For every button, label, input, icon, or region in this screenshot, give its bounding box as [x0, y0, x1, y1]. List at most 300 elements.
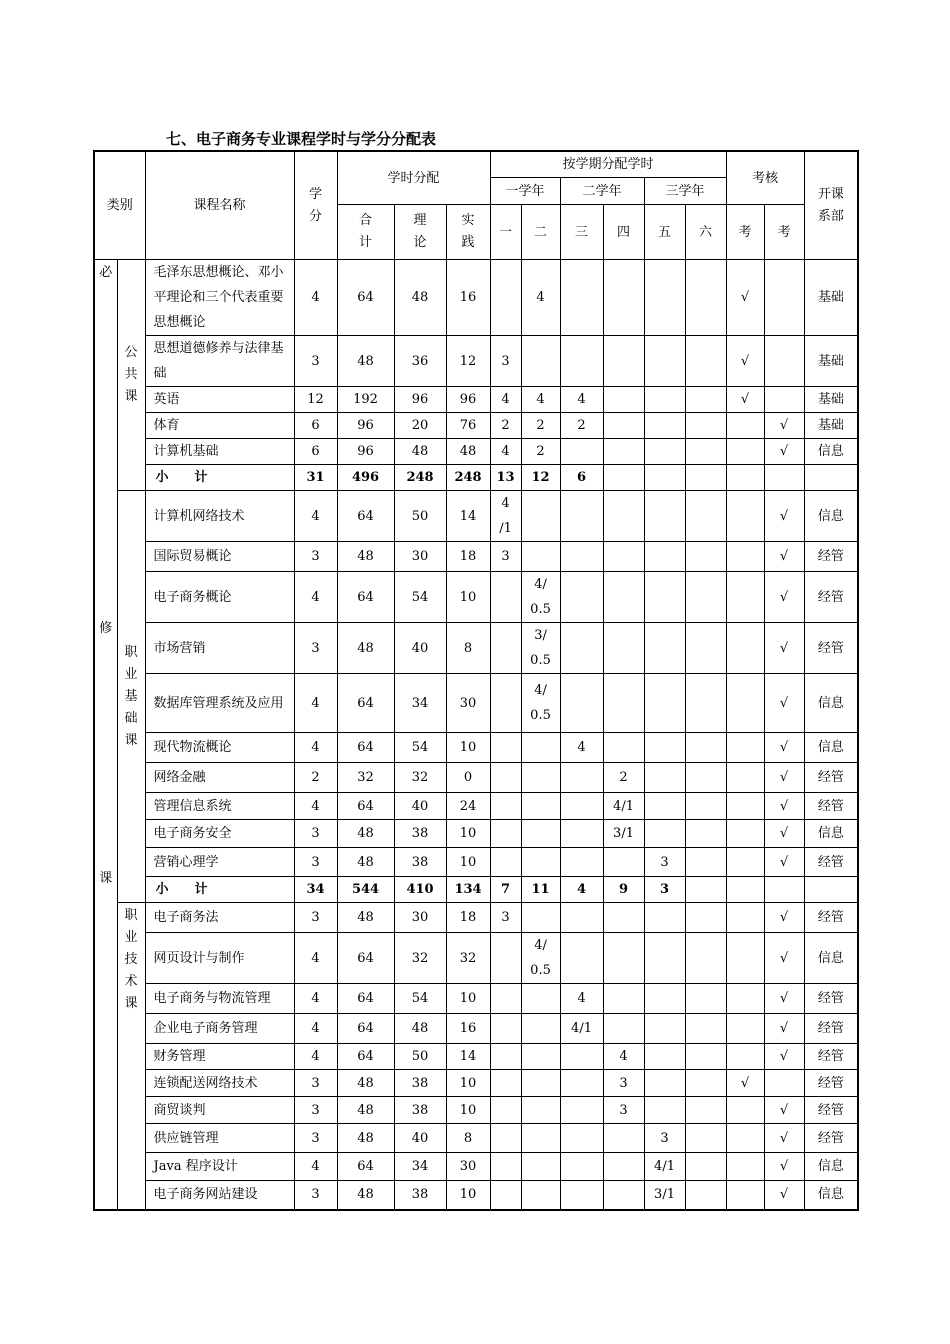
header-semester-dist: 按学期分配学时	[490, 151, 726, 178]
theory-hours-cell: 48	[394, 1014, 446, 1044]
semester-5-cell	[644, 542, 685, 572]
total-hours-cell: 64	[337, 1014, 394, 1044]
semester-5-cell	[644, 1014, 685, 1044]
credit-cell: 3	[294, 1124, 337, 1153]
practice-hours-cell: 18	[446, 542, 490, 572]
assess-b-cell: √	[764, 542, 804, 572]
semester-6-cell	[685, 933, 726, 984]
header-hours-dist: 学时分配	[337, 151, 490, 205]
semester-3-cell	[560, 1097, 603, 1124]
table-row	[94, 260, 858, 336]
semester-6-cell	[685, 387, 726, 413]
semester-4-cell	[603, 260, 644, 336]
semester-1-cell	[490, 848, 521, 877]
semester-3-cell	[560, 336, 603, 387]
assess-b-cell: √	[764, 439, 804, 465]
theory-hours-cell: 38	[394, 1070, 446, 1097]
assess-a-cell	[726, 903, 764, 933]
semester-6-cell	[685, 260, 726, 336]
course-name: 供应链管理	[145, 1124, 294, 1153]
semester-1-cell	[490, 674, 521, 733]
semester-1-cell	[490, 1097, 521, 1124]
subtotal-label: 小 计	[145, 877, 294, 903]
main-category-mid: 修	[99, 621, 113, 636]
semester-3-cell: 4	[560, 387, 603, 413]
table-body	[94, 151, 858, 1210]
practice-hours-cell: 10	[446, 1181, 490, 1210]
semester-1-cell: 4 /1	[490, 491, 521, 542]
semester-6-cell	[685, 439, 726, 465]
assess-b-cell: √	[764, 674, 804, 733]
practice-hours-cell: 24	[446, 793, 490, 820]
semester-2-cell: 4/ 0.5	[521, 572, 560, 623]
semester-1-cell	[490, 1070, 521, 1097]
subtotal-assess-a	[726, 465, 764, 491]
table-row	[94, 1044, 858, 1070]
total-hours-cell: 64	[337, 674, 394, 733]
credit-cell: 12	[294, 387, 337, 413]
theory-hours-cell: 40	[394, 1124, 446, 1153]
credit-cell: 6	[294, 413, 337, 439]
semester-4-cell	[603, 733, 644, 763]
table-row	[94, 848, 858, 877]
semester-2-cell	[521, 336, 560, 387]
practice-hours-cell: 10	[446, 1097, 490, 1124]
semester-5-cell	[644, 903, 685, 933]
semester-1-cell	[490, 763, 521, 793]
theory-hours-cell: 20	[394, 413, 446, 439]
semester-6-cell	[685, 820, 726, 848]
semester-6-cell	[685, 336, 726, 387]
semester-3-cell	[560, 1124, 603, 1153]
semester-2-cell	[521, 903, 560, 933]
dept-cell: 信息	[804, 1181, 858, 1210]
semester-1-cell: 3	[490, 903, 521, 933]
practice-hours-cell: 10	[446, 848, 490, 877]
practice-hours-cell: 14	[446, 491, 490, 542]
practice-hours-cell: 10	[446, 733, 490, 763]
assess-b-cell: √	[764, 793, 804, 820]
assess-a-cell: √	[726, 1070, 764, 1097]
total-hours-cell: 48	[337, 623, 394, 674]
semester-3-cell: 2	[560, 413, 603, 439]
credit-cell: 3	[294, 848, 337, 877]
main-category-bot: 课	[99, 871, 113, 886]
assess-a-cell	[726, 1097, 764, 1124]
semester-4-cell	[603, 903, 644, 933]
semester-4-cell: 3/1	[603, 820, 644, 848]
credit-cell: 4	[294, 933, 337, 984]
theory-hours-cell: 38	[394, 1097, 446, 1124]
semester-5-cell: 3/1	[644, 1181, 685, 1210]
table-row	[94, 1014, 858, 1044]
semester-2-cell	[521, 1181, 560, 1210]
semester-3-cell	[560, 674, 603, 733]
semester-3-cell	[560, 763, 603, 793]
header-sem-1: 一	[490, 205, 521, 260]
dept-cell: 经管	[804, 623, 858, 674]
header-credit: 学 分	[294, 151, 337, 260]
practice-hours-cell: 10	[446, 1070, 490, 1097]
course-name: 电子商务网站建设	[145, 1181, 294, 1210]
semester-2-cell	[521, 733, 560, 763]
semester-2-cell: 2	[521, 413, 560, 439]
subtotal-semester-6	[685, 465, 726, 491]
total-hours-cell: 32	[337, 763, 394, 793]
table-row	[94, 572, 858, 623]
semester-1-cell	[490, 984, 521, 1014]
assess-a-cell: √	[726, 336, 764, 387]
semester-5-cell	[644, 439, 685, 465]
semester-1-cell	[490, 933, 521, 984]
semester-4-cell	[603, 1014, 644, 1044]
practice-hours-cell: 10	[446, 572, 490, 623]
credit-cell: 4	[294, 793, 337, 820]
subtotal-semester-3: 6	[560, 465, 603, 491]
header-category: 类别	[94, 151, 145, 260]
header-assessment: 考核	[726, 151, 804, 205]
subtotal-credit: 34	[294, 877, 337, 903]
semester-3-cell: 4/1	[560, 1014, 603, 1044]
credit-cell: 4	[294, 1014, 337, 1044]
credit-cell: 4	[294, 674, 337, 733]
assess-a-cell	[726, 572, 764, 623]
table-row	[94, 623, 858, 674]
course-name: 财务管理	[145, 1044, 294, 1070]
semester-2-cell	[521, 848, 560, 877]
practice-hours-cell: 32	[446, 933, 490, 984]
assess-b-cell: √	[764, 1181, 804, 1210]
semester-5-cell	[644, 763, 685, 793]
semester-3-cell	[560, 1070, 603, 1097]
credit-cell: 3	[294, 1181, 337, 1210]
semester-5-cell	[644, 387, 685, 413]
theory-hours-cell: 38	[394, 820, 446, 848]
total-hours-cell: 64	[337, 733, 394, 763]
semester-3-cell	[560, 1153, 603, 1181]
semester-5-cell	[644, 933, 685, 984]
table-row	[94, 903, 858, 933]
table-row	[94, 1124, 858, 1153]
table-row	[94, 933, 858, 984]
semester-5-cell	[644, 984, 685, 1014]
semester-6-cell	[685, 793, 726, 820]
practice-hours-cell: 48	[446, 439, 490, 465]
practice-hours-cell: 8	[446, 1124, 490, 1153]
theory-hours-cell: 96	[394, 387, 446, 413]
semester-2-cell	[521, 820, 560, 848]
semester-4-cell	[603, 674, 644, 733]
table-row	[94, 1181, 858, 1210]
semester-4-cell: 3	[603, 1070, 644, 1097]
subtotal-assess-b	[764, 877, 804, 903]
table-row	[94, 465, 858, 491]
semester-3-cell	[560, 793, 603, 820]
assess-a-cell	[726, 413, 764, 439]
credit-cell: 4	[294, 572, 337, 623]
course-name: 计算机网络技术	[145, 491, 294, 542]
table-row	[94, 763, 858, 793]
course-name: 电子商务法	[145, 903, 294, 933]
category-vocational-basic: 职 业 基 础 课	[117, 491, 145, 903]
course-name: 数据库管理系统及应用	[145, 674, 294, 733]
assess-a-cell	[726, 1014, 764, 1044]
semester-2-cell	[521, 1014, 560, 1044]
category-vocational-tech: 职 业 技 术 课	[117, 903, 145, 1210]
assess-a-cell	[726, 491, 764, 542]
practice-hours-cell: 76	[446, 413, 490, 439]
semester-2-cell	[521, 763, 560, 793]
semester-4-cell	[603, 542, 644, 572]
assess-b-cell: √	[764, 933, 804, 984]
subtotal-total: 544	[337, 877, 394, 903]
semester-4-cell	[603, 933, 644, 984]
semester-1-cell	[490, 1124, 521, 1153]
semester-2-cell: 2	[521, 439, 560, 465]
semester-6-cell	[685, 984, 726, 1014]
assess-a-cell	[726, 1044, 764, 1070]
main-category-top: 必	[99, 265, 113, 280]
total-hours-cell: 48	[337, 820, 394, 848]
semester-1-cell	[490, 820, 521, 848]
semester-5-cell	[644, 733, 685, 763]
assess-b-cell: √	[764, 903, 804, 933]
dept-cell: 经管	[804, 1014, 858, 1044]
theory-hours-cell: 36	[394, 336, 446, 387]
table-row	[94, 387, 858, 413]
subtotal-semester-4: 9	[603, 877, 644, 903]
practice-hours-cell: 16	[446, 260, 490, 336]
semester-1-cell	[490, 1181, 521, 1210]
semester-3-cell	[560, 848, 603, 877]
semester-4-cell: 4	[603, 1044, 644, 1070]
subtotal-theory: 248	[394, 465, 446, 491]
semester-5-cell	[644, 793, 685, 820]
semester-1-cell: 4	[490, 439, 521, 465]
credit-cell: 3	[294, 623, 337, 674]
semester-6-cell	[685, 1181, 726, 1210]
practice-hours-cell: 16	[446, 1014, 490, 1044]
subtotal-total: 496	[337, 465, 394, 491]
table-row	[94, 793, 858, 820]
assess-b-cell: √	[764, 820, 804, 848]
total-hours-cell: 64	[337, 260, 394, 336]
semester-3-cell	[560, 1181, 603, 1210]
subtotal-assess-a	[726, 877, 764, 903]
theory-hours-cell: 30	[394, 542, 446, 572]
semester-4-cell	[603, 387, 644, 413]
header-year3: 三学年	[644, 178, 726, 205]
dept-cell: 经管	[804, 1097, 858, 1124]
course-name: 毛泽东思想概论、邓小平理论和三个代表重要思想概论	[145, 260, 294, 336]
theory-hours-cell: 34	[394, 674, 446, 733]
dept-cell: 信息	[804, 820, 858, 848]
semester-3-cell	[560, 542, 603, 572]
semester-6-cell	[685, 572, 726, 623]
total-hours-cell: 64	[337, 793, 394, 820]
total-hours-cell: 48	[337, 336, 394, 387]
table-row	[94, 336, 858, 387]
course-name: 体育	[145, 413, 294, 439]
semester-6-cell	[685, 733, 726, 763]
category-public: 公 共 课	[117, 260, 145, 491]
total-hours-cell: 48	[337, 848, 394, 877]
header-year1: 一学年	[490, 178, 560, 205]
semester-4-cell: 4/1	[603, 793, 644, 820]
assess-b-cell: √	[764, 413, 804, 439]
theory-hours-cell: 50	[394, 1044, 446, 1070]
assess-a-cell	[726, 623, 764, 674]
semester-3-cell	[560, 1044, 603, 1070]
semester-2-cell	[521, 1153, 560, 1181]
course-name: 网页设计与制作	[145, 933, 294, 984]
assess-a-cell	[726, 733, 764, 763]
course-name: 计算机基础	[145, 439, 294, 465]
semester-6-cell	[685, 1014, 726, 1044]
course-name: 网络金融	[145, 763, 294, 793]
subtotal-practice: 248	[446, 465, 490, 491]
semester-1-cell	[490, 1153, 521, 1181]
dept-cell: 信息	[804, 733, 858, 763]
header-sem-3: 三	[560, 205, 603, 260]
theory-hours-cell: 48	[394, 260, 446, 336]
semester-3-cell: 4	[560, 984, 603, 1014]
semester-2-cell: 3/ 0.5	[521, 623, 560, 674]
subtotal-semester-4	[603, 465, 644, 491]
subtotal-dept	[804, 465, 858, 491]
semester-4-cell	[603, 491, 644, 542]
semester-5-cell	[644, 1044, 685, 1070]
semester-4-cell	[603, 1124, 644, 1153]
header-dept: 开课 系部	[804, 151, 858, 260]
semester-5-cell	[644, 820, 685, 848]
semester-6-cell	[685, 1044, 726, 1070]
assess-a-cell	[726, 1153, 764, 1181]
subtotal-credit: 31	[294, 465, 337, 491]
practice-hours-cell: 8	[446, 623, 490, 674]
theory-hours-cell: 50	[394, 491, 446, 542]
assess-a-cell	[726, 933, 764, 984]
course-name: 国际贸易概论	[145, 542, 294, 572]
assess-b-cell: √	[764, 733, 804, 763]
semester-3-cell	[560, 572, 603, 623]
credit-cell: 3	[294, 542, 337, 572]
course-name: 商贸谈判	[145, 1097, 294, 1124]
total-hours-cell: 48	[337, 1070, 394, 1097]
header-sem-5: 五	[644, 205, 685, 260]
credit-cell: 3	[294, 1070, 337, 1097]
semester-5-cell	[644, 674, 685, 733]
semester-1-cell	[490, 1014, 521, 1044]
total-hours-cell: 96	[337, 439, 394, 465]
dept-cell: 基础	[804, 260, 858, 336]
course-name: 市场营销	[145, 623, 294, 674]
semester-6-cell	[685, 1124, 726, 1153]
assess-b-cell: √	[764, 1014, 804, 1044]
page-title: 七、电子商务专业课程学时与学分分配表	[166, 130, 437, 148]
table-row	[94, 413, 858, 439]
course-name: Java 程序设计	[145, 1153, 294, 1181]
semester-5-cell	[644, 572, 685, 623]
total-hours-cell: 48	[337, 1181, 394, 1210]
semester-2-cell	[521, 984, 560, 1014]
semester-1-cell	[490, 572, 521, 623]
semester-3-cell: 4	[560, 733, 603, 763]
semester-4-cell	[603, 336, 644, 387]
table-row	[94, 674, 858, 733]
total-hours-cell: 48	[337, 1097, 394, 1124]
semester-4-cell	[603, 439, 644, 465]
semester-6-cell	[685, 674, 726, 733]
total-hours-cell: 64	[337, 491, 394, 542]
table-row	[94, 820, 858, 848]
dept-cell: 基础	[804, 387, 858, 413]
credit-cell: 4	[294, 260, 337, 336]
header-assess-b: 考	[764, 205, 804, 260]
semester-4-cell: 2	[603, 763, 644, 793]
assess-a-cell	[726, 542, 764, 572]
total-hours-cell: 64	[337, 984, 394, 1014]
dept-cell: 经管	[804, 542, 858, 572]
total-hours-cell: 192	[337, 387, 394, 413]
assess-a-cell	[726, 820, 764, 848]
total-hours-cell: 64	[337, 933, 394, 984]
dept-cell: 经管	[804, 1124, 858, 1153]
header-practice: 实 践	[446, 205, 490, 260]
assess-a-cell	[726, 984, 764, 1014]
assess-b-cell: √	[764, 848, 804, 877]
subtotal-semester-5: 3	[644, 877, 685, 903]
semester-6-cell	[685, 1097, 726, 1124]
assess-a-cell	[726, 793, 764, 820]
header-theory: 理 论	[394, 205, 446, 260]
total-hours-cell: 96	[337, 413, 394, 439]
semester-4-cell: 3	[603, 1097, 644, 1124]
semester-6-cell	[685, 1070, 726, 1097]
table-row	[94, 491, 858, 542]
subtotal-assess-b	[764, 465, 804, 491]
assess-b-cell: √	[764, 1097, 804, 1124]
credit-cell: 4	[294, 1153, 337, 1181]
practice-hours-cell: 0	[446, 763, 490, 793]
semester-3-cell	[560, 260, 603, 336]
assess-a-cell	[726, 848, 764, 877]
semester-2-cell	[521, 491, 560, 542]
credit-cell: 4	[294, 1044, 337, 1070]
semester-6-cell	[685, 491, 726, 542]
assess-b-cell: √	[764, 1153, 804, 1181]
theory-hours-cell: 54	[394, 984, 446, 1014]
dept-cell: 信息	[804, 439, 858, 465]
practice-hours-cell: 96	[446, 387, 490, 413]
semester-5-cell	[644, 491, 685, 542]
credit-cell: 4	[294, 733, 337, 763]
assess-b-cell: √	[764, 1044, 804, 1070]
total-hours-cell: 64	[337, 572, 394, 623]
header-course-name: 课程名称	[145, 151, 294, 260]
credit-cell: 3	[294, 336, 337, 387]
credit-cell: 3	[294, 1097, 337, 1124]
credit-cell: 4	[294, 984, 337, 1014]
semester-1-cell	[490, 260, 521, 336]
semester-6-cell	[685, 903, 726, 933]
assess-b-cell: √	[764, 1124, 804, 1153]
credit-cell: 4	[294, 491, 337, 542]
subtotal-dept	[804, 877, 858, 903]
semester-6-cell	[685, 1153, 726, 1181]
practice-hours-cell: 10	[446, 820, 490, 848]
semester-3-cell	[560, 623, 603, 674]
